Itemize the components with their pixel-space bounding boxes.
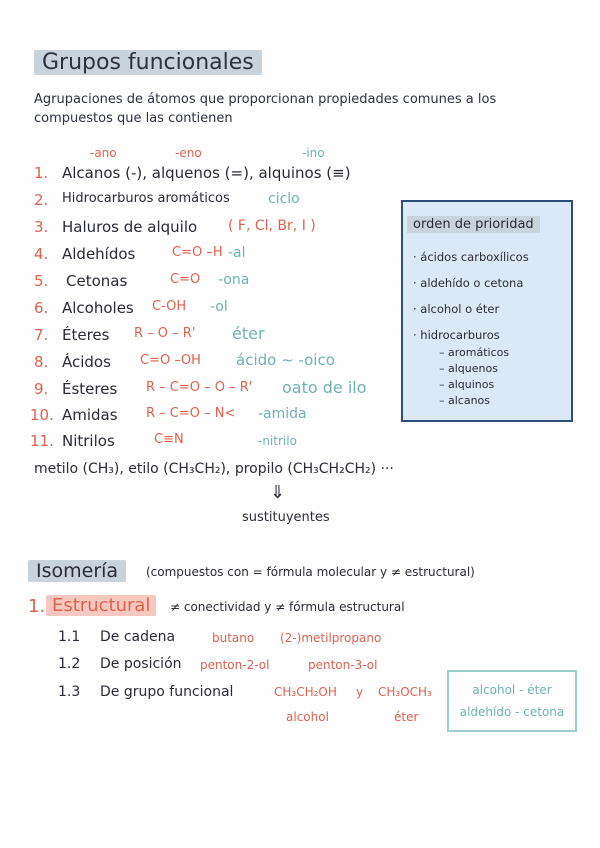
list-name: Éteres (62, 326, 110, 344)
estructural-title: Estructural (46, 595, 156, 616)
suffix-eno: -eno (175, 146, 202, 160)
list-suffix: -al (228, 245, 246, 261)
list-num: 4. (34, 245, 49, 263)
list-formula: R – C=O – O – R' (146, 380, 253, 395)
list-name: Ácidos (62, 353, 111, 371)
list-formula: R – C=O – N< (146, 406, 236, 421)
list-formula: C-OH (152, 299, 187, 314)
list-name: Alcoholes (62, 299, 134, 317)
pair-item: alcohol - éter (472, 683, 552, 697)
list-name: Hidrocarburos aromáticos (62, 191, 230, 206)
list-suffix: oato de ilo (282, 378, 367, 397)
iso-item-label: De grupo funcional (100, 684, 234, 700)
priority-item: · alcohol o éter (413, 302, 500, 316)
functional-pairs-box (447, 670, 577, 732)
isomeria-title: Isomería (28, 560, 126, 582)
list-name: Haluros de alquilo (62, 218, 198, 236)
iso-example: (2-)metilpropano (280, 631, 382, 645)
list-num: 6. (34, 299, 49, 317)
intro-line-1: Agrupaciones de átomos que proporcionan propiedades comunes a los (34, 92, 497, 107)
priority-subitem: – alquinos (439, 378, 495, 391)
list-num: 8. (34, 353, 49, 371)
substituents-label: sustituyentes (242, 510, 330, 525)
list-name: Ésteres (62, 380, 118, 398)
suffix-ino: -ino (302, 146, 325, 160)
iso-example: penton-3-ol (308, 658, 378, 672)
list-suffix: -amida (258, 406, 307, 422)
priority-subitem: – alcanos (439, 394, 491, 407)
arrow-down-icon: ⇓ (270, 482, 286, 503)
list-suffix: éter (232, 324, 265, 343)
list-suffix: -nitrilo (258, 434, 297, 448)
list-formula: C=O –OH (140, 353, 201, 368)
list-name: Nitrilos (62, 432, 115, 450)
iso-example-label: alcohol (286, 710, 329, 724)
iso-item-num: 1.2 (58, 656, 81, 672)
iso-item-label: De posición (100, 656, 182, 672)
list-formula: ( F, Cl, Br, I ) (228, 218, 316, 234)
priority-item: · aldehído o cetona (413, 276, 524, 290)
iso-item-label: De cadena (100, 629, 176, 645)
priority-box (401, 200, 573, 422)
substituents-line: metilo (CH₃), etilo (CH₃CH₂), propilo (CH₃CH₂CH₂) ··· (34, 461, 394, 477)
priority-title: orden de prioridad (407, 216, 540, 233)
priority-item: · ácidos carboxílicos (413, 250, 529, 264)
iso-example: CH₃OCH₃ (378, 685, 432, 699)
list-name: Amidas (62, 406, 118, 424)
priority-subitem: – aromáticos (439, 346, 510, 359)
list-num: 7. (34, 326, 49, 344)
estructural-num: 1. (28, 596, 46, 617)
iso-example: penton-2-ol (200, 658, 270, 672)
iso-example: CH₃CH₂OH (274, 685, 337, 699)
iso-example-label: éter (394, 710, 419, 724)
list-num: 9. (34, 380, 49, 398)
list-formula: C=O –H (172, 245, 223, 260)
suffix-ano: -ano (90, 146, 117, 160)
list-formula: R – O – R' (134, 326, 196, 341)
isomeria-subtitle: (compuestos con = fórmula molecular y ≠ estructural) (146, 565, 475, 579)
list-num: 2. (34, 191, 49, 209)
list-suffix: ciclo (268, 191, 300, 207)
list-num: 3. (34, 218, 49, 236)
list-formula: C≡N (154, 432, 184, 447)
list-name: Cetonas (66, 272, 128, 290)
estructural-desc: ≠ conectividad y ≠ fórmula estructural (170, 600, 405, 614)
pair-item: aldehído - cetona (459, 705, 565, 719)
iso-item-num: 1.1 (58, 629, 81, 645)
list-num: 11. (30, 432, 54, 450)
list-num: 10. (30, 406, 54, 424)
priority-subitem: – alquenos (439, 362, 498, 375)
list-name: Aldehídos (62, 245, 136, 263)
intro-line-2: compuestos que las contienen (34, 111, 233, 126)
iso-item-num: 1.3 (58, 684, 81, 700)
list-suffix: -ol (210, 299, 228, 315)
list-formula: C=O (170, 272, 201, 287)
page-title: Grupos funcionales (34, 50, 262, 75)
iso-example: butano (212, 631, 255, 645)
list-suffix: ácido ~ -oico (236, 351, 335, 369)
list-num: 5. (34, 272, 49, 290)
iso-conj: y (356, 685, 364, 699)
list-name: Alcanos (-), alquenos (=), alquinos (≡) (62, 164, 351, 182)
list-suffix: -ona (218, 272, 250, 288)
list-num: 1. (34, 164, 49, 182)
priority-item: · hidrocarburos (413, 328, 500, 342)
